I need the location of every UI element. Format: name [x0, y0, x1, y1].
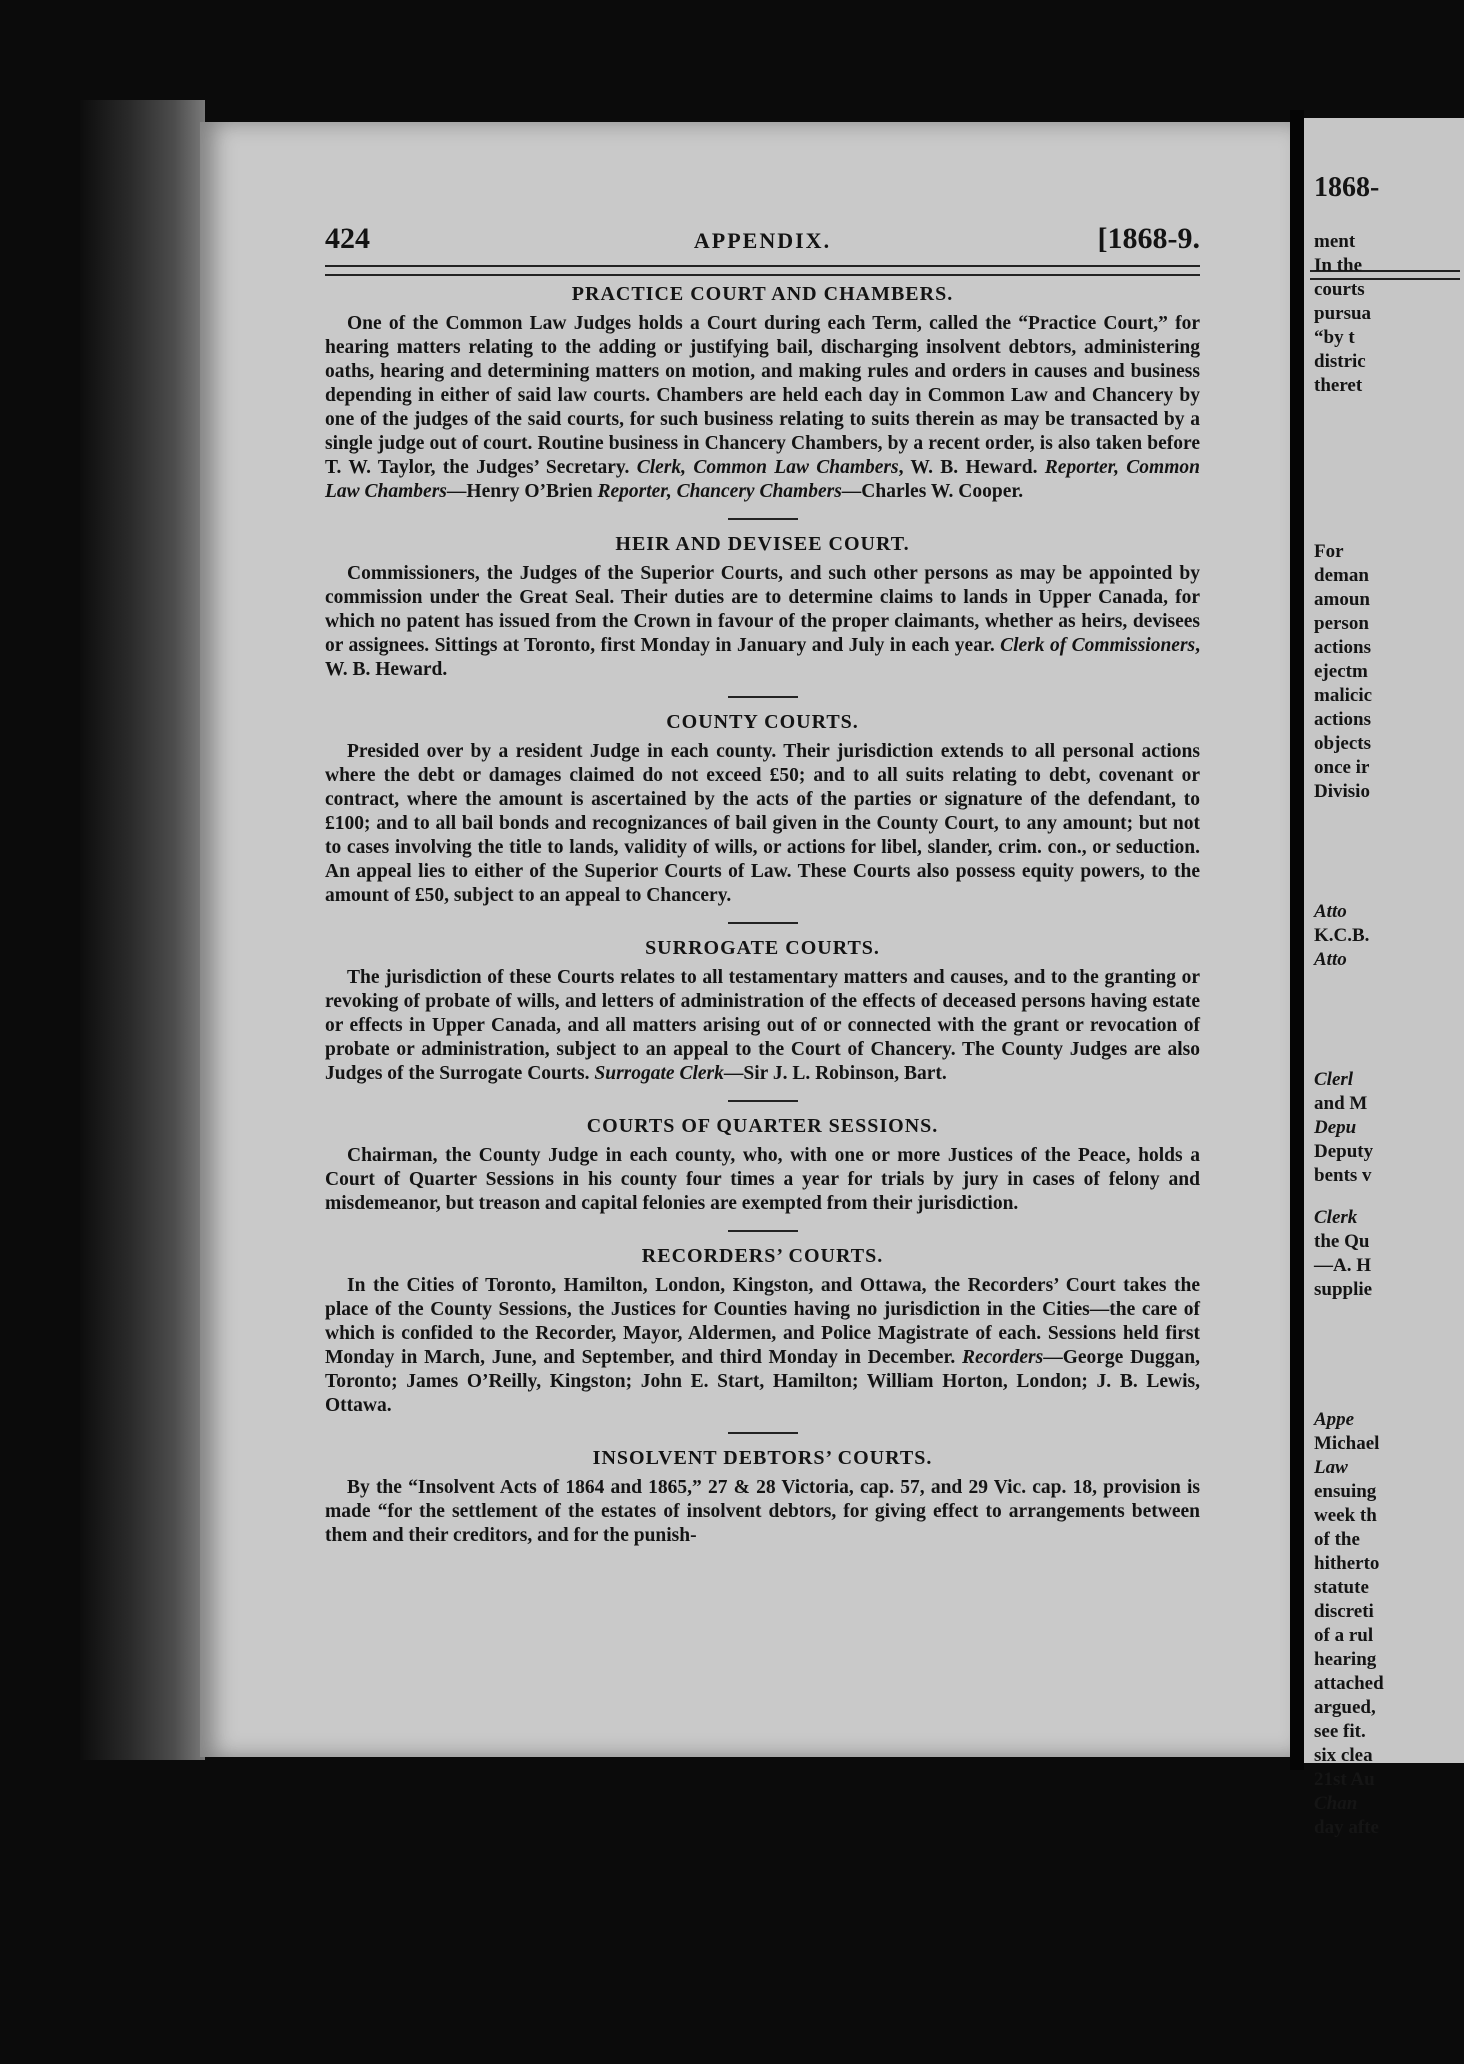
section-body — [325, 740, 1200, 908]
officer-name: —Charles W. Cooper. — [841, 481, 1024, 502]
right-page-text-fragment: discreti — [1314, 1601, 1374, 1622]
section-divider — [728, 1100, 798, 1102]
right-page-text-fragment: K.C.B. — [1314, 925, 1370, 946]
section-heading: HEIR AND DEVISEE COURT. — [615, 533, 910, 555]
page-gutter — [1290, 110, 1304, 1770]
section-divider — [728, 1230, 798, 1232]
section-heading: SURROGATE COURTS. — [645, 937, 880, 959]
section-heading: RECORDERS’ COURTS. — [641, 1245, 884, 1267]
section-body-text: In the Cities of Toronto, Hamilton, London, Kingston, and Ottawa, the Recorders’ Court takes the place of the County Sessions, the Justices for Counties having no jurisdiction in the Cities—the care of which is confided to the Recorder, Mayor, Aldermen, and Police Magistrate of each. Sessions held first Monday in March, June, and September, and third Monday in December. — [325, 1275, 1200, 1368]
right-page-text-fragment: ejectm — [1314, 661, 1368, 682]
running-title: APPENDIX. — [693, 228, 832, 253]
italic-officer-title: Surrogate Clerk — [589, 1063, 724, 1084]
right-page-text-fragment: attached — [1314, 1673, 1384, 1694]
right-page-text-fragment: the Qu — [1314, 1231, 1370, 1252]
section-heading: COURTS OF QUARTER SESSIONS. — [586, 1115, 939, 1137]
right-page-text-fragment: pursua — [1314, 303, 1372, 324]
right-page-text-fragment: deman — [1314, 565, 1369, 586]
right-page-text-fragment: supplie — [1314, 1279, 1373, 1300]
right-page-text-fragment: hitherto — [1314, 1553, 1380, 1574]
right-page-text-fragment: Deputy — [1314, 1141, 1374, 1162]
right-page-text-fragment: see fit. — [1314, 1721, 1366, 1742]
section-divider — [728, 922, 798, 924]
right-page-text-fragment: week th — [1314, 1505, 1377, 1526]
section-divider — [728, 1432, 798, 1434]
section-body-text: The jurisdiction of these Courts relates to all testamentary matters and causes, and to the granting or revoking of probate of wills, and letters of administration of the effects of deceased persons having estate or effects in Upper Canada, and all matters arising out of or connected with the grant or revocation of probate or administration, subject to an appeal to the Court of Chancery. The County Judges are also Judges of the Surrogate Courts. — [325, 967, 1200, 1084]
section-body — [325, 1476, 1200, 1548]
right-page-text-fragment: statute — [1314, 1577, 1369, 1598]
right-page-text-fragment: Michael — [1314, 1433, 1380, 1454]
right-page-text-fragment: ensuing — [1314, 1481, 1377, 1502]
section-divider — [728, 518, 798, 520]
running-date: [1868-9. — [1097, 222, 1200, 255]
left-page — [200, 122, 1290, 1757]
italic-officer-title: Recorders — [955, 1347, 1044, 1368]
section-body — [325, 312, 1200, 504]
officer-name: —Henry O’Brien — [446, 481, 598, 502]
book-binding — [80, 100, 205, 1760]
right-page-text-fragment: —A. H — [1314, 1255, 1371, 1276]
section-body — [325, 1274, 1200, 1418]
right-page-text-fragment: amoun — [1314, 589, 1370, 610]
officer-name: —George Duggan, Toronto; James O’Reilly, Kingston; John E. Start, Hamilton; William Horton, London; J. B. Lewis, Ottawa. — [325, 1347, 1200, 1416]
right-page-text-fragment: courts — [1314, 279, 1365, 300]
right-page-text-fragment: Atto — [1314, 949, 1347, 970]
section-heading: INSOLVENT DEBTORS’ COURTS. — [592, 1447, 933, 1469]
right-page-text-fragment: Depu — [1314, 1117, 1357, 1138]
right-page-text-fragment: Atto — [1314, 901, 1347, 922]
right-page-text-fragment: objects — [1314, 733, 1371, 754]
section-body — [325, 1144, 1200, 1216]
officer-name: , W. B. Heward. — [325, 635, 1201, 680]
right-page-text-fragment: actions — [1314, 709, 1371, 730]
right-page-text-fragment: “by t — [1314, 327, 1355, 348]
italic-officer-title: Reporter, Chancery Chambers — [597, 481, 842, 502]
officer-name: , W. B. Heward. — [898, 457, 1045, 478]
section-body-text: Presided over by a resident Judge in each county. Their jurisdiction extends to all personal actions where the debt or damages claimed do not exceed £50; and to all suits relating to debt, covenant or contract, where the amount is ascertained by the acts of the parties or signature of the defendant, to £100; and to all bail bonds and recognizances of bail given in the County Court, to any amount; but not to cases involving the title to lands, validity of wills, or actions for libel, slander, crim. con., or seduction. An appeal lies to either of the Superior Courts of Law. These Courts also possess equity powers, to the amount of £50, subject to an appeal to Chancery. — [325, 741, 1200, 906]
right-page-text-fragment: ment — [1314, 231, 1356, 252]
right-page-edge — [1304, 118, 1464, 1838]
section-divider — [728, 696, 798, 698]
right-page-text-fragment: Divisio — [1314, 781, 1370, 802]
right-page-text-fragment: of the — [1314, 1529, 1360, 1550]
italic-officer-title: Clerk of Commissioners — [994, 635, 1196, 656]
right-page-text-fragment: six clea — [1314, 1745, 1373, 1766]
section-heading: COUNTY COURTS. — [666, 711, 859, 733]
right-page-text-fragment: once ir — [1314, 757, 1370, 778]
page-content — [325, 282, 1200, 1548]
right-page-text-fragment: bents v — [1314, 1165, 1372, 1186]
page-number: 424 — [325, 222, 370, 255]
right-page-text-fragment: malicic — [1314, 685, 1373, 706]
right-page-text-fragment: and M — [1314, 1093, 1368, 1114]
officer-name: —Sir J. L. Robinson, Bart. — [723, 1063, 947, 1084]
section-body-text: One of the Common Law Judges holds a Court during each Term, called the “Practice Court,” for hearing matters relating to the adding or justifying bail, discharging insolvent debtors, administering oaths, hearing and determining matters on motion, and making rules and orders in causes and business depending in either of said law courts. Chambers are held each day in Common Law and Chancery by one of the judges of the said courts, for such business relating to suits therein as may be transacted by a single judge out of court. Routine business in Chancery Chambers, by a recent order, is also taken before T. W. Taylor, the Judges’ Secretary. — [325, 313, 1200, 478]
right-page-text-fragment: distric — [1314, 351, 1366, 372]
right-page-text-fragment: 21st Au — [1314, 1769, 1375, 1790]
header-double-rule — [325, 265, 1200, 276]
section-body-text: By the “Insolvent Acts of 1864 and 1865,” 27 & 28 Victoria, cap. 57, and 29 Vic. cap. 18, provision is made “for the settlement of the estates of insolvent debtors, for giving effect to arrangements between them and their creditors, and for the punish- — [325, 1477, 1200, 1546]
italic-officer-title: Clerk, Common Law Chambers — [629, 457, 899, 478]
right-page-text-fragment: Clerk — [1314, 1207, 1358, 1228]
right-page-text-fragment: person — [1314, 613, 1369, 634]
right-page-text-fragment: theret — [1314, 375, 1363, 396]
right-page-text-fragment: Chan — [1314, 1793, 1358, 1814]
right-page-text-fragment: actions — [1314, 637, 1371, 658]
section-body-text: Commissioners, the Judges of the Superior Courts, and such other persons as may be appointed by commission under the Great Seal. Their duties are to determine claims to lands in Upper Canada, for which no patent has issued from the Crown in favour of the proper claimants, whether as heirs, devisees or assignees. Sittings at Toronto, first Monday in January and July in each year. — [325, 563, 1200, 656]
right-page-text-fragment: argued, — [1314, 1697, 1376, 1718]
running-head — [325, 222, 1200, 262]
right-page-text-fragment: day afte — [1314, 1817, 1379, 1838]
italic-officer-title: Reporter, Common Law Chambers — [325, 457, 1200, 502]
right-page-text-fragment: of a rul — [1314, 1625, 1374, 1646]
right-page-text-fragment: Law — [1314, 1457, 1348, 1478]
right-page-text-fragment: hearing — [1314, 1649, 1377, 1670]
section-body — [325, 966, 1200, 1086]
right-page-text-fragment: For — [1314, 541, 1344, 562]
section-body — [325, 562, 1200, 682]
right-page-text-fragment: In the — [1314, 255, 1363, 276]
section-heading: PRACTICE COURT AND CHAMBERS. — [571, 283, 954, 305]
right-page-running-head: 1868- — [1314, 172, 1380, 203]
right-page-text-fragment: Clerl — [1314, 1069, 1354, 1090]
section-body-text: Chairman, the County Judge in each county, who, with one or more Justices of the Peace, holds a Court of Quarter Sessions in his county four times a year for trials by jury in cases of felony and misdemeanor, but treason and capital felonies are exempted from their jurisdiction. — [325, 1145, 1200, 1214]
right-page-text-fragment: Appe — [1314, 1409, 1355, 1430]
